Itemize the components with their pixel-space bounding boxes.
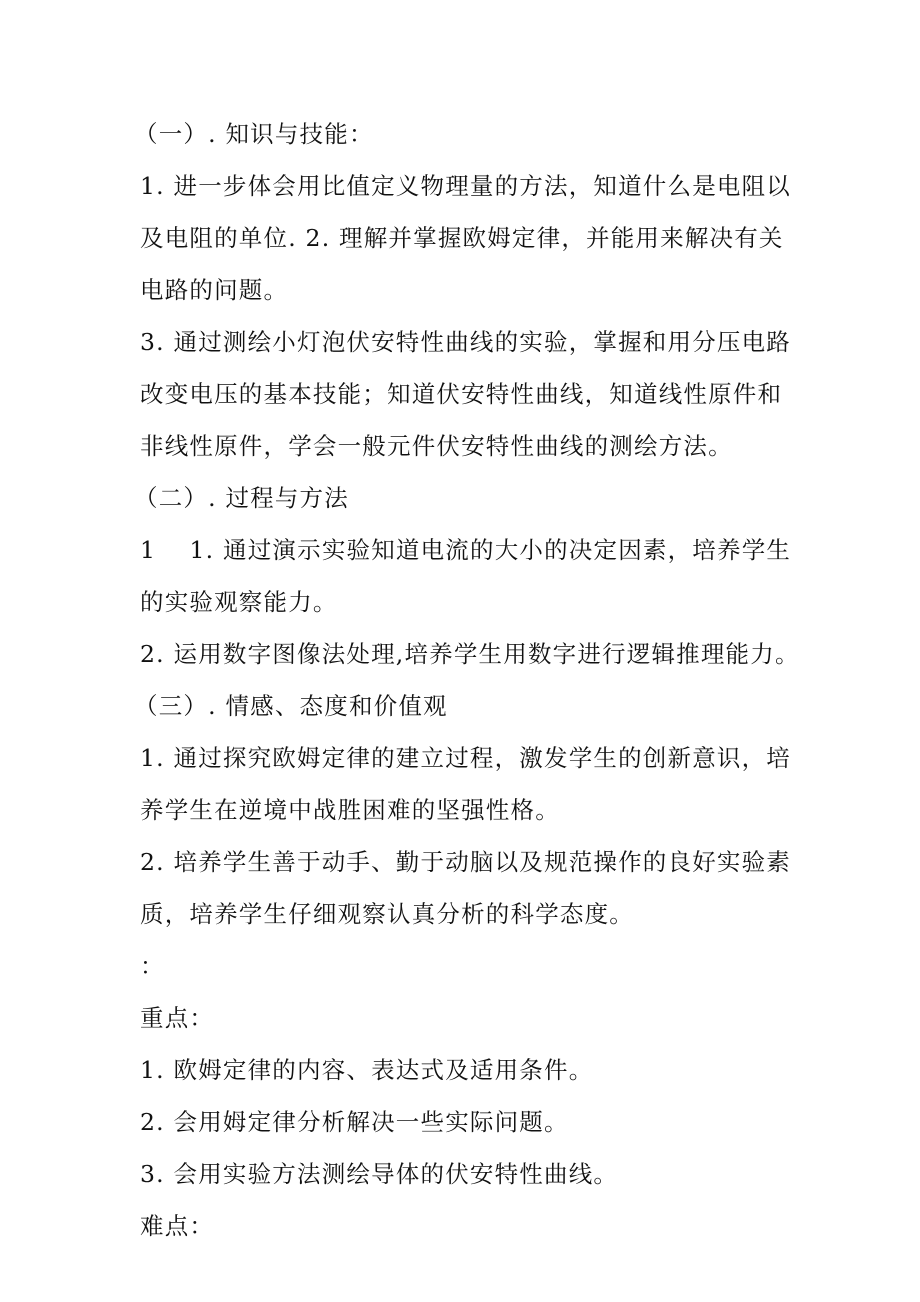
paragraph-line: 及电阻的单位. 2. 理解并掌握欧姆定律，并能用来解决有关	[140, 224, 784, 252]
section-heading-knowledge-skills: （一）. 知识与技能：	[134, 120, 374, 148]
colon-line: ：	[140, 952, 165, 980]
paragraph-line: 改变电压的基本技能；知道伏安特性曲线，知道线性原件和	[140, 380, 783, 408]
list-item: 1. 欧姆定律的内容、表达式及适用条件。	[140, 1056, 594, 1084]
paragraph-line: 质，培养学生仔细观察认真分析的科学态度。	[140, 900, 634, 928]
list-item: 2. 会用姆定律分析解决一些实际问题。	[140, 1108, 569, 1136]
paragraph-line: 1 1. 通过演示实验知道电流的大小的决定因素，培养学生	[140, 536, 792, 564]
paragraph-line: 3. 通过测绘小灯泡伏安特性曲线的实验，掌握和用分压电路	[140, 328, 791, 356]
paragraph-line: 1. 进一步体会用比值定义物理量的方法，知道什么是电阻以	[140, 172, 791, 200]
paragraph-line: 的实验观察能力。	[140, 588, 338, 616]
section-heading-process-methods: （二）. 过程与方法	[134, 484, 349, 512]
paragraph-line: 2. 培养学生善于动手、勤于动脑以及规范操作的良好实验素	[140, 848, 791, 876]
difficult-points-heading: 难点：	[140, 1212, 215, 1240]
document-body	[134, 115, 800, 1245]
paragraph-line: 电路的问题。	[140, 276, 289, 304]
paragraph-line: 2. 运用数字图像法处理,培养学生用数字进行逻辑推理能力。	[140, 640, 800, 668]
paragraph-line: 养学生在逆境中战胜困难的坚强性格。	[140, 796, 560, 824]
paragraph-line: 1. 通过探究欧姆定律的建立过程，激发学生的创新意识，培	[140, 744, 791, 772]
section-heading-emotion-values: （三）. 情感、态度和价值观	[134, 692, 448, 720]
key-points-heading: 重点：	[140, 1004, 215, 1032]
list-item: 3. 会用实验方法测绘导体的伏安特性曲线。	[140, 1160, 619, 1188]
paragraph-line: 非线性原件，学会一般元件伏安特性曲线的测绘方法。	[140, 432, 733, 460]
